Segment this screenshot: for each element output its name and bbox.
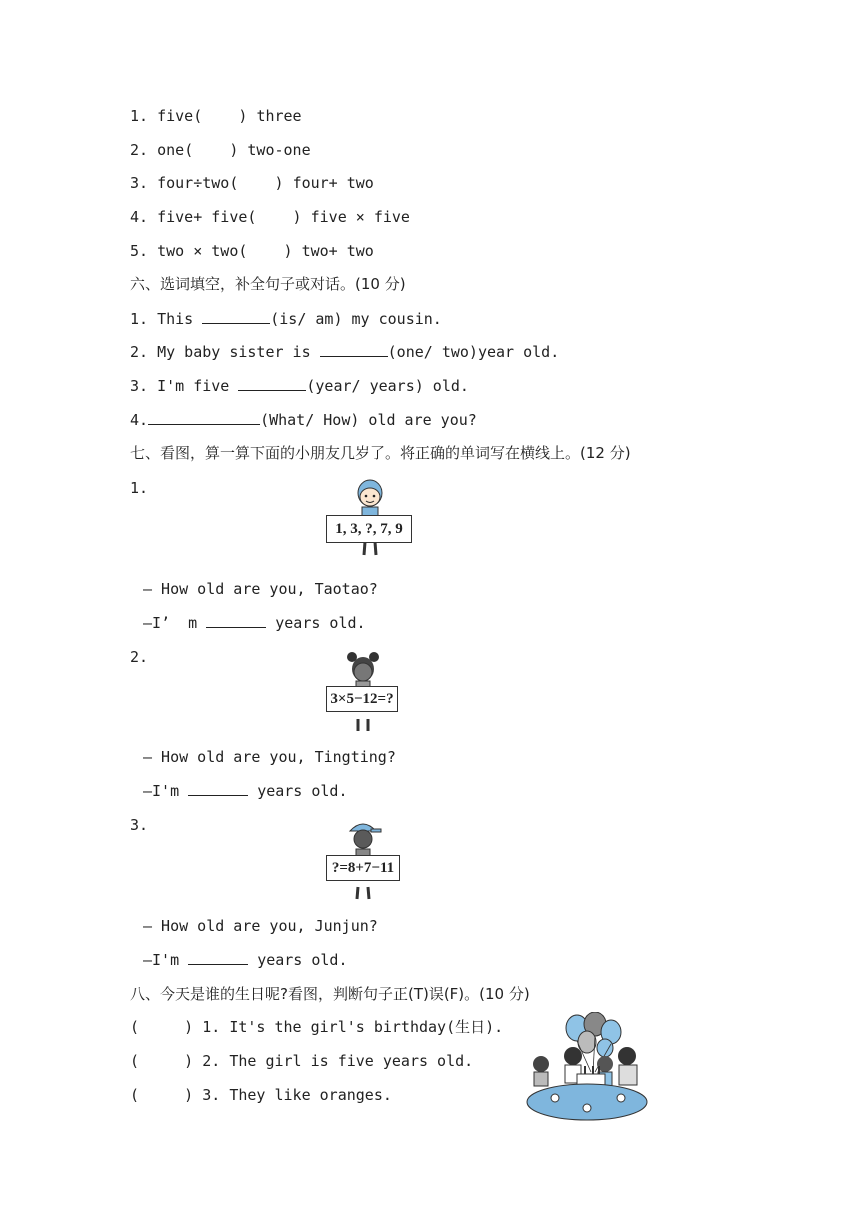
item-number: 2. xyxy=(130,343,149,361)
answer-parens[interactable]: ( ) xyxy=(130,1086,194,1104)
section8-title: 八、今天是谁的生日呢?看图，判断句子正(T)误(F)。(10 分) xyxy=(130,985,530,1003)
item-number: 1. xyxy=(202,1018,221,1036)
compare-right: two+ two xyxy=(301,242,374,260)
item-number: 2. xyxy=(130,141,149,159)
compare-item-2: 2. one( ) two-one xyxy=(130,141,311,159)
answer-suffix: years old. xyxy=(257,951,348,969)
statement: The girl is five years old. xyxy=(229,1052,474,1070)
compare-item-5: 5. two × two( ) two+ two xyxy=(130,242,374,260)
answer-blank[interactable] xyxy=(188,950,248,965)
item-number: 2. xyxy=(202,1052,221,1070)
answer-blank[interactable] xyxy=(238,376,306,391)
birthday-party-illustration xyxy=(525,1012,655,1122)
item-number: 3. xyxy=(202,1086,221,1104)
answer-prefix: —I’ m xyxy=(143,614,198,632)
answer-blank[interactable] xyxy=(206,613,266,628)
answer-blank[interactable] xyxy=(148,410,260,425)
compare-item-3: 3. four÷two( ) four+ two xyxy=(130,174,374,192)
answer-blank[interactable] xyxy=(202,309,270,324)
statement: It's the girl's birthday(生日). xyxy=(229,1018,504,1036)
fill-item-2 xyxy=(130,342,559,362)
question-line: — How old are you, Taotao? xyxy=(143,580,378,598)
judge-item-2 xyxy=(130,1051,473,1071)
answer-line xyxy=(143,950,348,970)
party-table xyxy=(527,1084,647,1120)
compare-item-1: 1. five( ) three xyxy=(130,107,302,125)
answer-blank[interactable] xyxy=(320,342,388,357)
compare-right: two-one xyxy=(247,141,311,159)
answer-blank[interactable] xyxy=(188,781,248,796)
item-number: 4. xyxy=(130,208,149,226)
compare-right: three xyxy=(256,107,302,125)
compare-left: five xyxy=(157,107,194,125)
answer-prefix: —I'm xyxy=(143,782,180,800)
question-line: — How old are you, Tingting? xyxy=(143,748,396,766)
puzzle-card: 3×5−12=? xyxy=(326,686,398,712)
answer-prefix: —I'm xyxy=(143,951,180,969)
fill-item-4 xyxy=(130,410,477,430)
item-number: 4. xyxy=(130,411,149,429)
compare-left: one xyxy=(157,141,185,159)
section7-title: 七、看图，算一算下面的小朋友几岁了。将正确的单词写在横线上。(12 分) xyxy=(130,444,631,462)
judge-item-1 xyxy=(130,1017,503,1037)
answer-suffix: years old. xyxy=(257,782,348,800)
fill-item-3 xyxy=(130,376,469,396)
age-item-1-number: 1. xyxy=(130,479,149,497)
judge-item-3 xyxy=(130,1085,392,1105)
answer-suffix: years old. xyxy=(275,614,366,632)
compare-left: five+ five xyxy=(157,208,248,226)
item-number: 3. xyxy=(130,174,149,192)
item-number: 3. xyxy=(130,377,149,395)
puzzle-card: ?=8+7−11 xyxy=(326,855,400,881)
answer-line xyxy=(143,781,348,801)
item-number: 1. xyxy=(130,310,149,328)
compare-item-4: 4. five+ five( ) five × five xyxy=(130,208,410,226)
item-number: 5. xyxy=(130,242,149,260)
age-item-3-number: 3. xyxy=(130,816,149,834)
sentence-end: (one/ two)year old. xyxy=(387,343,560,361)
sentence-start: I'm five xyxy=(157,377,230,395)
answer-parens[interactable]: ( ) xyxy=(130,1018,194,1036)
statement: They like oranges. xyxy=(229,1086,392,1104)
compare-left: four÷two xyxy=(157,174,230,192)
sentence-start: My baby sister is xyxy=(157,343,311,361)
sentence-end: (year/ years) old. xyxy=(306,377,469,395)
compare-right: four+ two xyxy=(292,174,374,192)
question-line: — How old are you, Junjun? xyxy=(143,917,378,935)
sentence-start: This xyxy=(157,310,194,328)
sentence-end: (What/ How) old are you? xyxy=(260,411,477,429)
compare-left: two × two xyxy=(157,242,239,260)
answer-parens[interactable]: ( ) xyxy=(130,1052,194,1070)
answer-line xyxy=(143,613,366,633)
section6-title: 六、选词填空，补全句子或对话。(10 分) xyxy=(130,275,406,293)
puzzle-card: 1, 3, ?, 7, 9 xyxy=(326,515,412,543)
sentence-end: (is/ am) my cousin. xyxy=(270,310,442,328)
compare-right: five × five xyxy=(310,208,410,226)
item-number: 1. xyxy=(130,107,149,125)
age-item-2-number: 2. xyxy=(130,648,149,666)
fill-item-1 xyxy=(130,309,442,329)
